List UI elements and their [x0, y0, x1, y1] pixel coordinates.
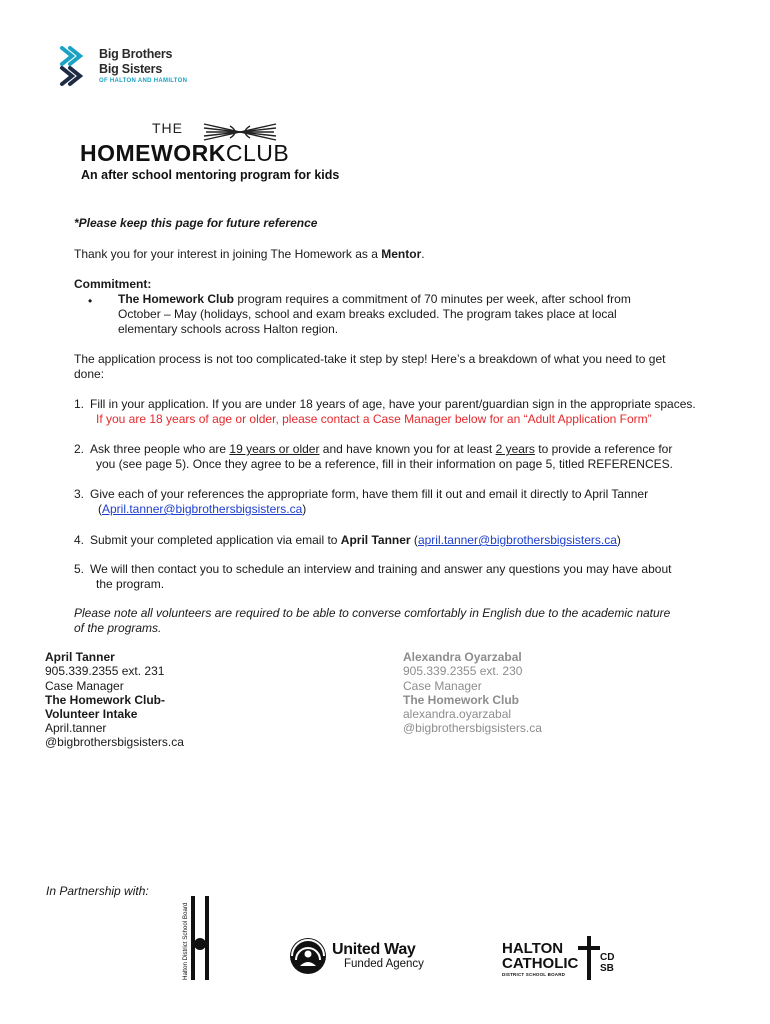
april-email-link[interactable]: April.tanner@bigbrothersbigsisters.ca	[102, 502, 303, 516]
step-1	[74, 397, 696, 412]
contact-left-phone: 905.339.2355 ext. 231	[45, 664, 165, 678]
step-3	[74, 487, 648, 502]
homework-club-bold: The Homework Club	[118, 292, 235, 306]
keep-page-note: *Please keep this page for future reference	[74, 216, 318, 230]
step-1-number: 1.	[74, 397, 85, 411]
contact-right-name: Alexandra Oyarzabal	[403, 650, 522, 664]
step-2-years-underline: 2 years	[495, 442, 535, 456]
step-2	[74, 442, 672, 457]
process-line-1: The application process is not too complicated-take it step by step! Here’s a breakdown of what you need to get	[74, 352, 666, 366]
homework-club-logo-the: THE	[152, 120, 183, 136]
contact-left-email-2: @bigbrothersbigsisters.ca	[45, 735, 184, 749]
commitment-line-2: October – May (holidays, school and exam breaks excluded. The program takes place at local	[118, 307, 617, 321]
contact-left-name: April Tanner	[45, 650, 115, 664]
english-note-line-2: of the programs.	[74, 621, 162, 635]
commitment-text-1: program requires a commitment of 70 minutes per week, after school from	[234, 292, 631, 306]
cross-icon	[578, 936, 602, 980]
step-5-text: We will then contact you to schedule an interview and training and answer any questions you may have about	[90, 562, 672, 576]
hdsb-logo-text	[178, 890, 190, 980]
halton-catholic-line2: CATHOLIC	[502, 955, 579, 972]
step-4-number: 4.	[74, 533, 85, 547]
contact-right-email-2: @bigbrothersbigsisters.ca	[403, 721, 542, 735]
united-way-sub: Funded Agency	[344, 958, 424, 970]
thank-you-line	[74, 247, 425, 262]
english-note-line-1: Please note all volunteers are required to be able to converse comfortably in English due to the academic nature	[74, 606, 671, 620]
thank-you-text: Thank you for your interest in joining The Homework as a	[74, 247, 382, 261]
step-4-open-paren: (	[410, 533, 418, 547]
contact-right-org: The Homework Club	[403, 693, 520, 707]
step-4-april-bold: April Tanner	[340, 533, 411, 547]
step-2-line-2: you (see page 5). Once they agree to be a reference, fill in their information on page 5, titled REFERENCES.	[96, 457, 673, 471]
partnership-label: In Partnership with:	[46, 884, 149, 898]
step-2-number: 2.	[74, 442, 85, 456]
step-3-open-paren: (	[98, 502, 102, 516]
commitment-heading: Commitment:	[74, 277, 152, 291]
halton-catholic-line3: DISTRICT SCHOOL BOARD	[502, 972, 566, 977]
halton-catholic-sb: SB	[600, 963, 614, 974]
step-3-close-paren: )	[302, 502, 307, 516]
step-3-number: 3.	[74, 487, 85, 501]
step-5-line-2: the program.	[96, 577, 165, 591]
step-4-close-paren: )	[616, 533, 621, 547]
contact-right-role: Case Manager	[403, 679, 482, 693]
contact-left-email-1: April.tanner	[45, 721, 107, 735]
commitment-line-3: elementary schools across Halton region.	[118, 322, 339, 336]
step-2-text-c: to provide a reference for	[534, 442, 673, 456]
united-way-name: United Way	[332, 941, 416, 958]
contact-right-phone: 905.339.2355 ext. 230	[403, 664, 523, 678]
step-3-line-2	[98, 502, 306, 517]
bbbs-logo-line3: OF HALTON AND HAMILTON	[99, 78, 188, 84]
bbbs-chevron-icon	[56, 44, 96, 88]
halton-catholic-cd: CD	[600, 952, 615, 963]
bbbs-logo-line1: Big Brothers	[99, 47, 173, 61]
contact-right-email-1: alexandra.oyarzabal	[403, 707, 512, 721]
thank-you-period: .	[421, 247, 425, 261]
bullet-icon: •	[88, 294, 93, 308]
homework-club-logo-title	[80, 140, 289, 167]
contact-left-org-2: Volunteer Intake	[45, 707, 138, 721]
step-2-text-b: and have known you for at least	[319, 442, 496, 456]
united-way-hand-icon	[288, 936, 328, 976]
hdsb-vertical-text: Halton District School Board	[182, 902, 189, 980]
process-line-2: done:	[74, 367, 105, 381]
halton-catholic-line1: HALTON	[502, 940, 564, 957]
mentor-word: Mentor	[381, 247, 422, 261]
homework-word: HOMEWORK	[80, 140, 226, 166]
step-2-text-a: Ask three people who are	[90, 442, 230, 456]
step-3-text: Give each of your references the appropriate form, have them fill it out and email it directly to April Tanner	[90, 487, 649, 501]
bbbs-logo-line2: Big Sisters	[99, 62, 163, 76]
step-1-adult-note: If you are 18 years of age or older, please contact a Case Manager below for an “Adult Application Form”	[96, 412, 652, 426]
step-4	[74, 533, 621, 548]
april-email-link-2[interactable]: april.tanner@bigbrothersbigsisters.ca	[417, 533, 617, 547]
step-2-age-underline: 19 years or older	[229, 442, 320, 456]
step-5	[74, 562, 671, 577]
contact-left-org-1: The Homework Club-	[45, 693, 166, 707]
commitment-line-1	[118, 292, 631, 307]
hdsb-logo-icon	[190, 896, 212, 980]
club-word: CLUB	[225, 140, 290, 166]
homework-club-tagline: An after school mentoring program for kids	[81, 168, 340, 182]
step-5-number: 5.	[74, 562, 85, 576]
contact-left-role: Case Manager	[45, 679, 124, 693]
step-1-text: Fill in your application. If you are under 18 years of age, have your parent/guardian sign in the appropriate spaces.	[90, 397, 696, 411]
step-4-text-a: Submit your completed application via email to	[90, 533, 341, 547]
